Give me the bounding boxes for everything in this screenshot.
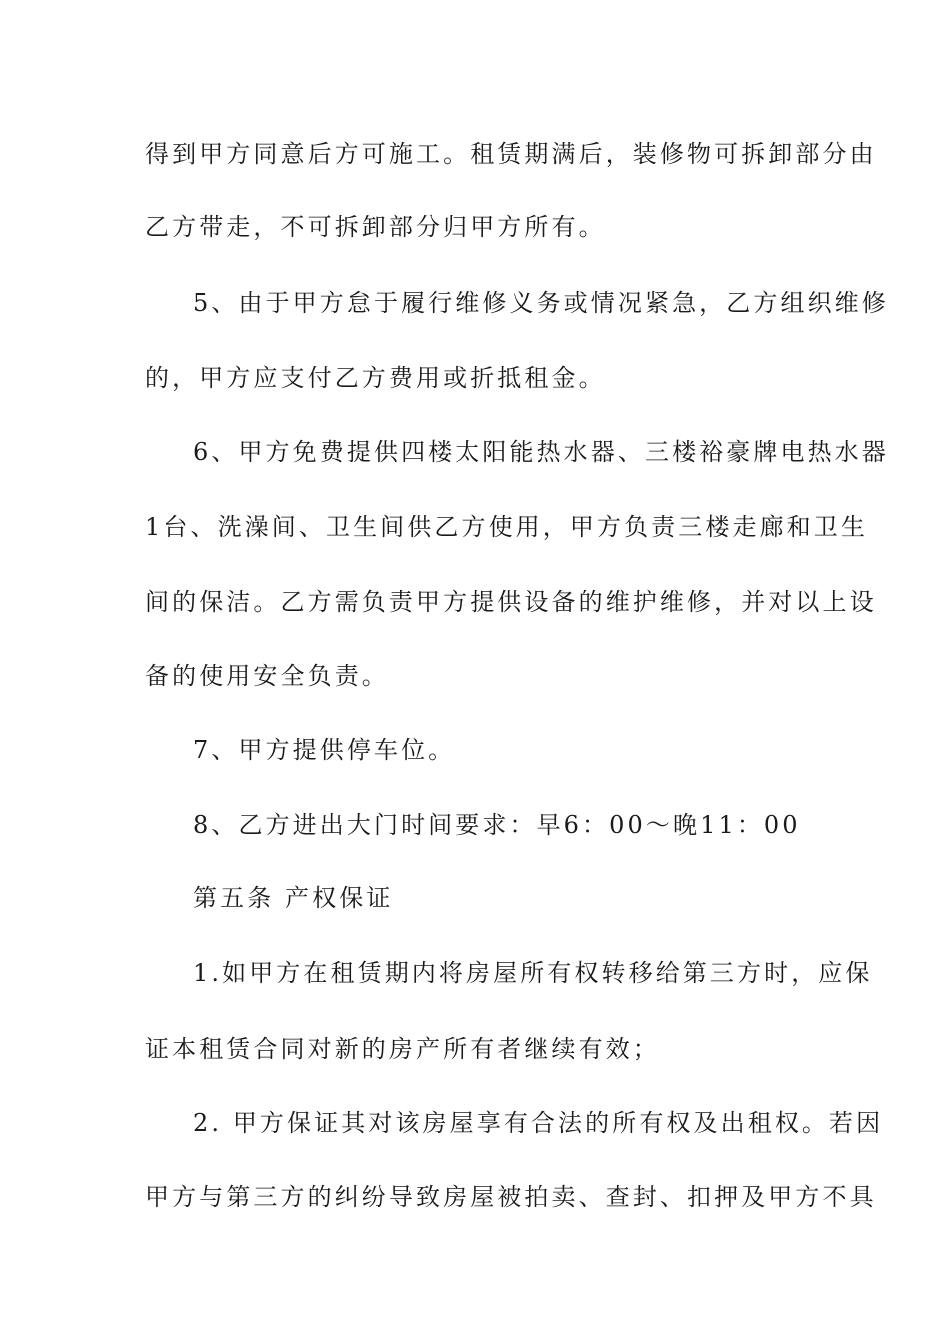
paragraph-line: 证本租赁合同对新的房产所有者继续有效；	[145, 1035, 660, 1063]
paragraph-line: 得到甲方同意后方可施工。租赁期满后，装修物可拆卸部分由	[145, 140, 877, 168]
paragraph-line: 5、由于甲方怠于履行维修义务或情况紧急，乙方组织维修	[193, 289, 889, 317]
paragraph-line: 的，甲方应支付乙方费用或折抵租金。	[145, 364, 606, 392]
section-heading: 第五条 产权保证	[193, 884, 394, 912]
paragraph-line: 1.如甲方在租赁期内将房屋所有权转移给第三方时，应保	[193, 959, 873, 987]
paragraph-line: 甲方与第三方的纠纷导致房屋被拍卖、查封、扣押及甲方不具	[145, 1183, 877, 1211]
paragraph-line: 备的使用安全负责。	[145, 662, 389, 690]
paragraph-line: 2. 甲方保证其对该房屋享有合法的所有权及出租权。若因	[193, 1109, 884, 1137]
paragraph-line: 7、甲方提供停车位。	[193, 736, 456, 764]
paragraph-line: 1台、洗澡间、卫生间供乙方使用，甲方负责三楼走廊和卫生	[145, 513, 868, 541]
paragraph-line: 6、甲方免费提供四楼太阳能热水器、三楼裕豪牌电热水器	[193, 438, 889, 466]
paragraph-line: 间的保洁。乙方需负责甲方提供设备的维护维修，并对以上设	[145, 588, 877, 616]
paragraph-line: 乙方带走，不可拆卸部分归甲方所有。	[145, 213, 606, 241]
paragraph-line: 8、乙方进出大门时间要求：早6：00～晚11：00	[193, 811, 801, 839]
